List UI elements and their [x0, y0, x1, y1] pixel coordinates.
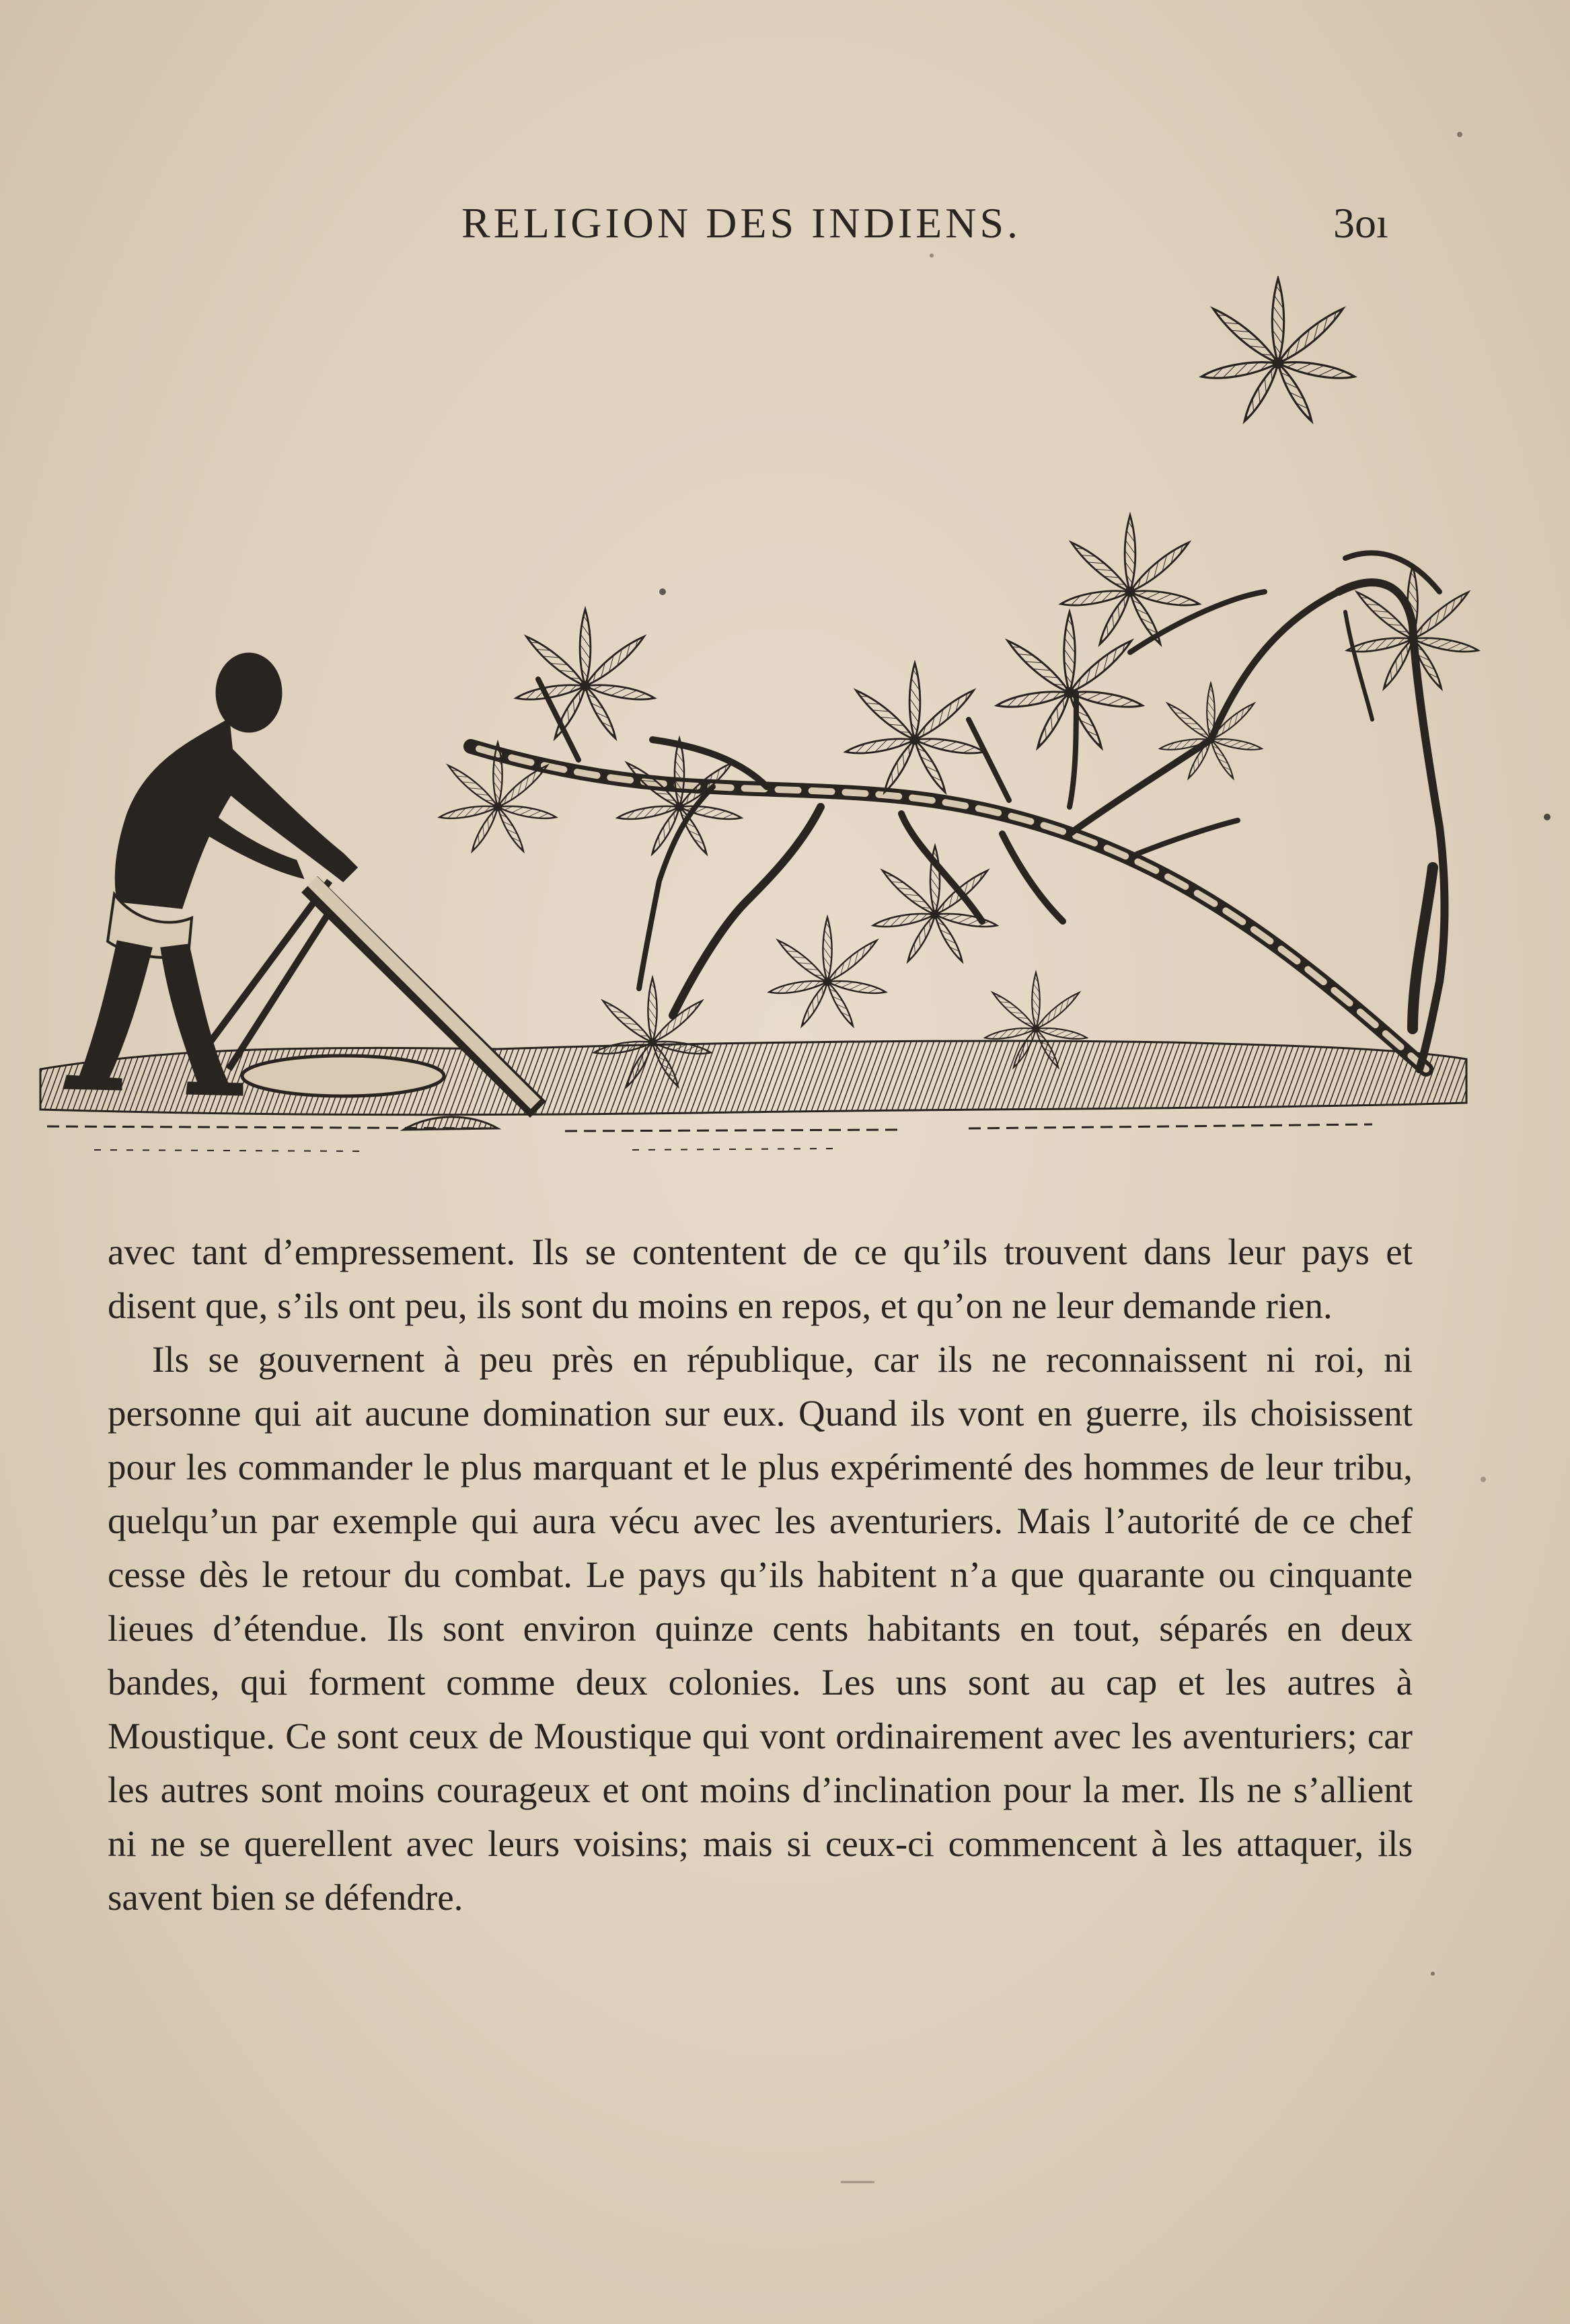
- paragraph-2: Ils se gouvernent à peu près en république, car ils ne reconnaissent ni roi, ni personne qui ait aucune domination sur eux. Quand ils vont en guerre, ils choisissent pour les commander le plus marquant et le plus expérimenté des hommes de leur tribu, quelqu’un par exemple qui aura vécu avec les aventuriers. Mais l’autorité de ce chef cesse dès le retour du combat. Le pays qu’ils habitent n’a que quarante ou cinquante lieues d’étendue. Ils sont environ quinze cents habitants en tout, séparés en deux bandes, qui forment comme deux colonies. Les uns sont au cap et les autres à Moustique. Ce sont ceux de Moustique qui vont ordinairement avec les aventuriers; car les autres sont moins courageux et ont moins d’inclination pour la mer. Ils ne s’allient ni ne se querellent avec leurs voisins; mais si ceux-ci commencent à les attaquer, ils savent bien se défendre.: [108, 1339, 1413, 1918]
- running-head: [0, 196, 1570, 250]
- tree-branches: [471, 553, 1445, 1069]
- leaves: [439, 278, 1479, 1089]
- running-title: RELIGION DES INDIENS.: [461, 199, 1022, 247]
- man-figure: [64, 654, 357, 1095]
- engraving-illustration: [27, 276, 1493, 1177]
- paragraph-1: avec tant d’empressement. Ils se contentent de ce qu’ils trouvent dans leur pays et disent que, s’ils ont peu, ils sont du moins en repos, et qu’on ne leur demande rien.: [108, 1231, 1413, 1326]
- body-text: [108, 1225, 1413, 1925]
- engraving-drawing: [27, 276, 1493, 1177]
- page-number: 3oı: [1333, 199, 1388, 247]
- ground: [40, 1041, 1466, 1151]
